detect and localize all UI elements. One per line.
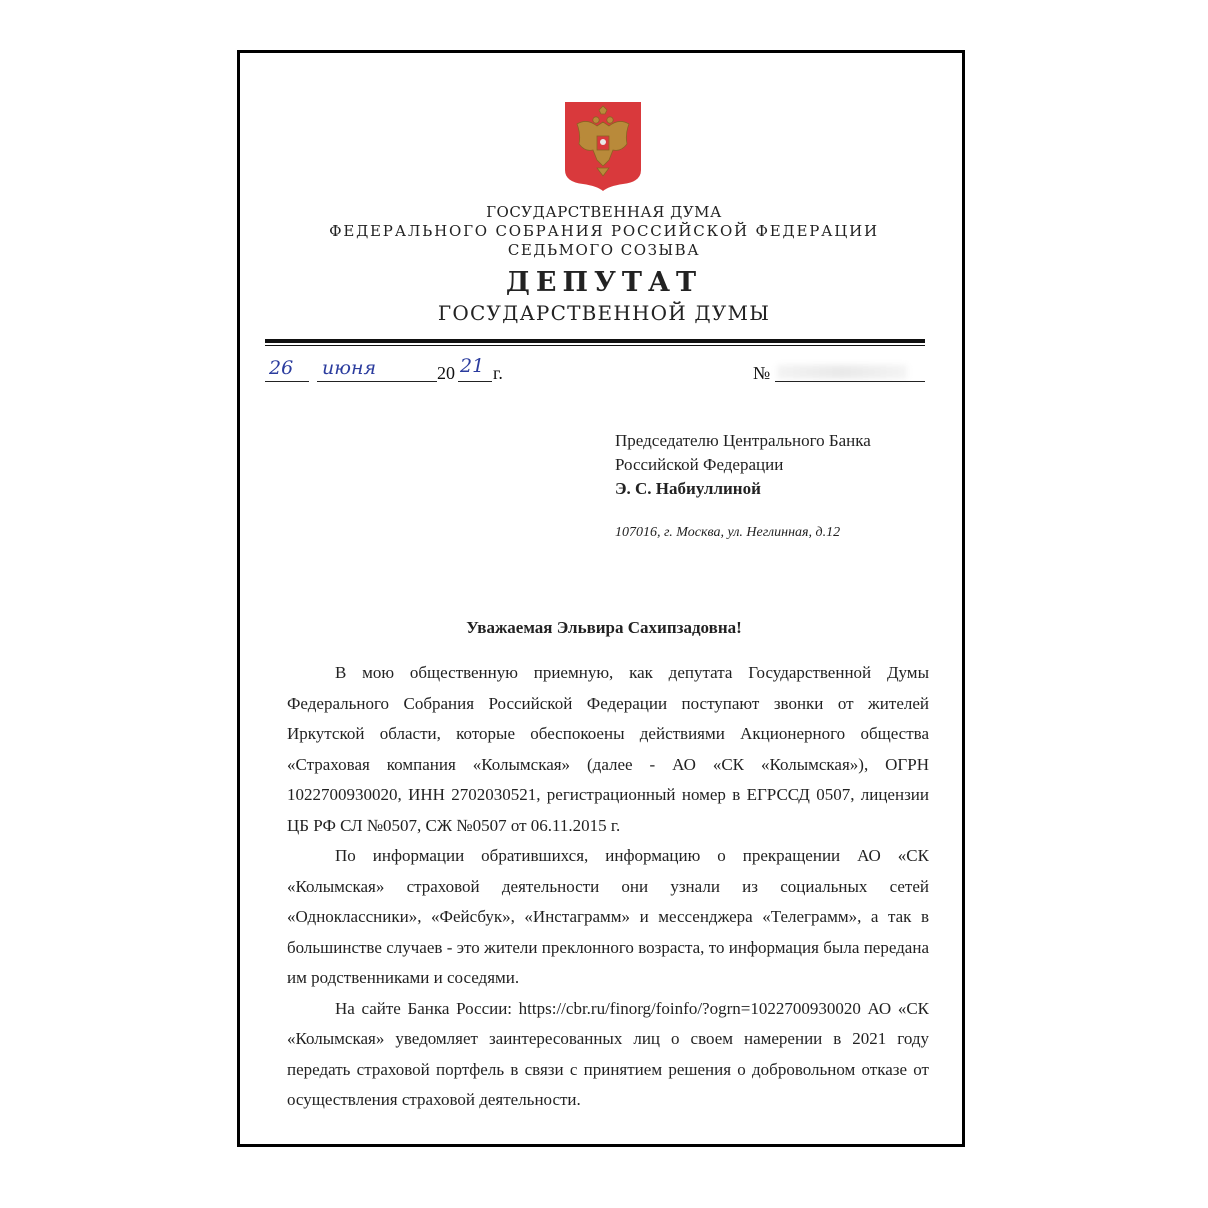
addressee-line-1: Председателю Центрального Банка [615,431,871,450]
number-underline [775,381,925,382]
date-day-underline [265,381,309,382]
date-year-prefix: 20 [437,363,455,383]
coat-of-arms-icon [563,100,643,192]
date-day: 26 [269,357,294,379]
date-month-underline [317,381,437,382]
header-rule-thick [265,339,925,343]
letter-page [237,50,965,1147]
date-month: июня [322,357,377,379]
addressee-name: Э. С. Набиуллиной [615,479,761,498]
addressee-address: 107016, г. Москва, ул. Неглинная, д.12 [615,525,841,540]
date-year-suffix: 21 [460,355,485,377]
date-year-underline [458,381,492,382]
paragraph-3: На сайте Банка России: https://cbr.ru/finorg/foinfo/?ogrn=1022700930020 АО «СК «Колымская» уведомляет заинтересованных лиц о своем намерении в 2021 году передать страховой портфель в связи с принятием решения о добровольном отказе от осуществления страховой деятельности. [287,998,929,1109]
greeting: Уважаемая Эльвира Сахипзадовна! [466,618,742,637]
number-label: № [753,363,771,383]
header-subtitle: ГОСУДАРСТВЕННОЙ ДУМЫ [437,301,771,325]
date-year-mark: г. [493,363,503,383]
header-line-2: ФЕДЕРАЛЬНОГО СОБРАНИЯ РОССИЙСКОЙ ФЕДЕРАЦИИ [329,222,879,240]
number-redacted [777,365,907,379]
paragraph-2: По информации обратившихся, информацию о прекращении АО «СК «Колымская» страховой деятельности они узнали из социальных сетей «Одноклассники», «Фейсбук», «Инстаграмм» и мессенджера «Телеграмм», а так в большинстве случаев - это жители преклонного возраста, то информация была передана им родственниками и соседями. [287,846,929,987]
header-title: ДЕПУТАТ [505,267,703,298]
paragraph-1: В мою общественную приемную, как депутата Государственной Думы Федерального Собрания Российской Федерации поступают звонки от жителей Иркутской области, которые обеспокоены действиями Акционерного общества «Страховая компания «Колымская» (далее - АО «СК «Колымская»), ОГРН 1022700930020, ИНН 2702030521, регистрационный номер в ЕГРССД 0507, лицензии ЦБ РФ СЛ №0507, СЖ №0507 от 06.11.2015 г. [287,663,929,835]
header-rule-thin [265,345,925,346]
date-row [265,357,925,393]
letter-body [287,658,929,1116]
header-line-1: ГОСУДАРСТВЕННАЯ ДУМА [486,203,722,221]
addressee-line-2: Российской Федерации [615,455,784,474]
header-line-3: СЕДЬМОГО СОЗЫВА [507,241,701,259]
